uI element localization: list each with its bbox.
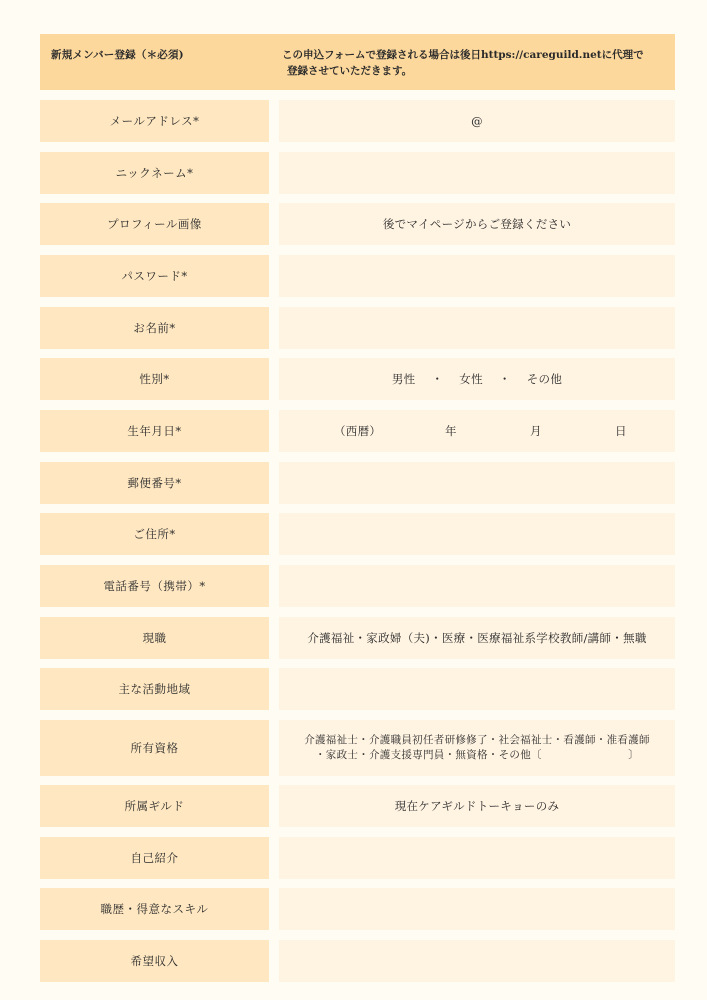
row-guild <box>40 785 675 827</box>
nickname-field[interactable] <box>279 152 675 194</box>
name-label: お名前* <box>40 307 269 349</box>
row-birthdate <box>40 410 675 452</box>
birthdate-era: （西暦） <box>334 424 382 438</box>
row-address <box>40 513 675 555</box>
phone-label: 電話番号（携帯）* <box>40 565 269 607</box>
row-password <box>40 255 675 297</box>
form-note-line2: 登録させていただきます。 <box>287 65 413 77</box>
gender-option-female[interactable]: 女性 <box>459 372 483 386</box>
desired-income-field[interactable] <box>279 940 675 982</box>
row-phone <box>40 565 675 607</box>
row-nickname <box>40 152 675 194</box>
row-area <box>40 668 675 710</box>
gender-label: 性別* <box>40 358 269 400</box>
area-label: 主な活動地域 <box>40 668 269 710</box>
self-intro-field[interactable] <box>279 837 675 879</box>
birthdate-day[interactable]: 日 <box>615 424 627 438</box>
name-field[interactable] <box>279 307 675 349</box>
qualifications-options[interactable] <box>279 720 675 776</box>
row-desired-income <box>40 940 675 982</box>
qualifications-line1: 介護福祉士・介護職員初任者研修修了・社会福祉士・看護師・准看護師 <box>304 734 650 746</box>
gender-separator: ・ <box>431 372 444 386</box>
birthdate-label: 生年月日* <box>40 410 269 452</box>
occupation-options[interactable]: 介護福祉・家政婦（夫)・医療・医療福祉系学校教師/講師・無職 <box>279 617 675 659</box>
email-label: メールアドレス* <box>40 100 269 142</box>
guild-label: 所属ギルド <box>40 785 269 827</box>
phone-field[interactable] <box>279 565 675 607</box>
skills-field[interactable] <box>279 888 675 930</box>
self-intro-label: 自己紹介 <box>40 837 269 879</box>
form-note-line1: この申込フォームで登録される場合は後日https://careguild.netに代理で <box>282 49 644 61</box>
row-skills <box>40 888 675 930</box>
qualifications-line2: ・家政士・介護支援専門員・無資格・その他〔 〕 <box>315 749 639 761</box>
gender-separator: ・ <box>498 372 511 386</box>
birthdate-month[interactable]: 月 <box>530 424 542 438</box>
address-field[interactable] <box>279 513 675 555</box>
postal-code-label: 郵便番号* <box>40 462 269 504</box>
email-field[interactable]: @ <box>279 100 675 142</box>
row-profile-image <box>40 203 675 245</box>
birthdate-year[interactable]: 年 <box>445 424 457 438</box>
desired-income-label: 希望収入 <box>40 940 269 982</box>
row-occupation <box>40 617 675 659</box>
form-header <box>40 34 675 90</box>
address-label: ご住所* <box>40 513 269 555</box>
form-title: 新規メンバー登録（＊必須) <box>51 49 184 61</box>
gender-field <box>279 358 675 400</box>
birthdate-field <box>279 410 675 452</box>
gender-option-other[interactable]: その他 <box>526 372 563 386</box>
nickname-label: ニックネーム* <box>40 152 269 194</box>
occupation-label: 現職 <box>40 617 269 659</box>
password-field[interactable] <box>279 255 675 297</box>
row-gender <box>40 358 675 400</box>
password-label: パスワード* <box>40 255 269 297</box>
row-self-intro <box>40 837 675 879</box>
skills-label: 職歴・得意なスキル <box>40 888 269 930</box>
row-email <box>40 100 675 142</box>
guild-value: 現在ケアギルドトーキョーのみ <box>279 785 675 827</box>
qualifications-label: 所有資格 <box>40 720 269 776</box>
row-postal-code <box>40 462 675 504</box>
postal-code-field[interactable] <box>279 462 675 504</box>
form-note <box>282 47 662 79</box>
profile-image-label: プロフィール画像 <box>40 203 269 245</box>
row-qualifications <box>40 720 675 776</box>
row-name <box>40 307 675 349</box>
gender-option-male[interactable]: 男性 <box>391 372 416 386</box>
profile-image-note: 後でマイページからご登録ください <box>279 203 675 245</box>
area-field[interactable] <box>279 668 675 710</box>
